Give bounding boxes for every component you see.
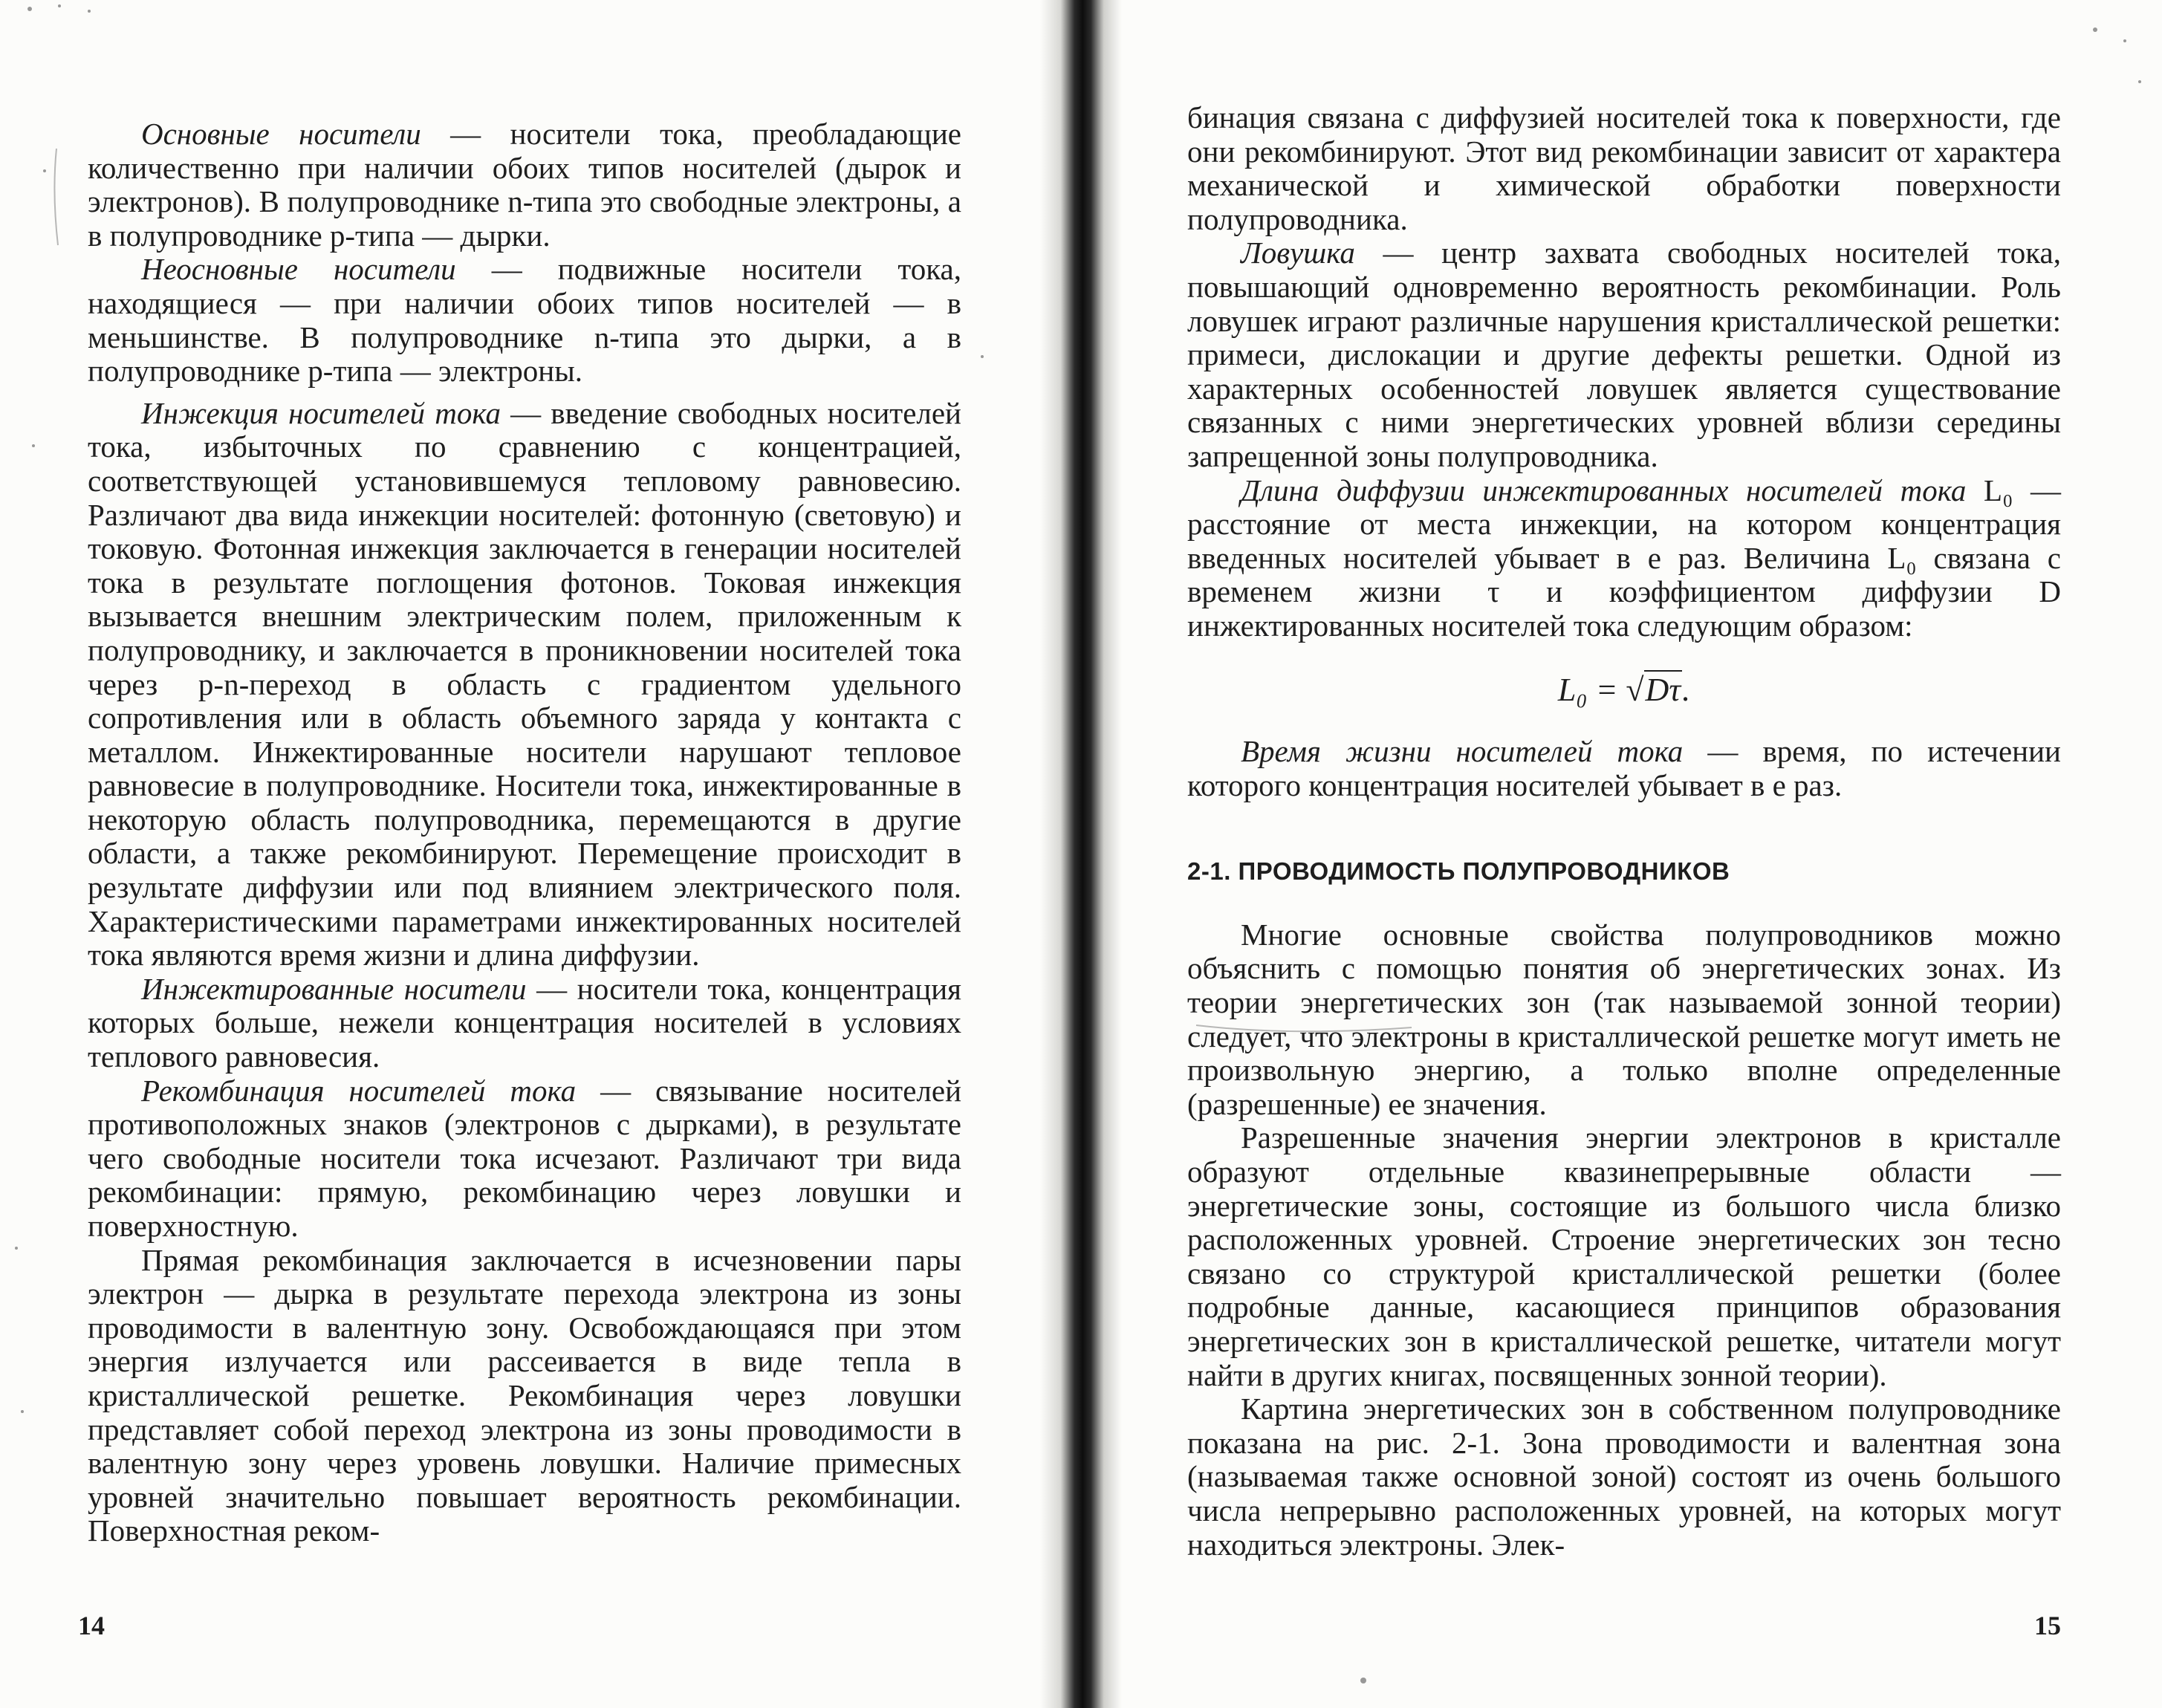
paragraph-direct-recombination [88, 1244, 961, 1548]
term: Инжекция носителей тока [141, 395, 501, 430]
paragraph-injection [88, 397, 961, 972]
paragraph-section-2: Разрешенные значения энергии электронов в кристалле образуют отдельные квазинепрерывные области — энергетические зоны, состоящие из большого числа близко расположенных уровней. Строение энергетических зон тесно связано со структурой кристаллической решетки (более подробные данные, касающиеся принципов образования энергетических зон в кристаллической решетке, читатели могут найти в других книгах, посвященных зонной теории). [1187, 1120, 2061, 1392]
paragraph-section-1: Многие основные свойства полупроводников можно объяснить с помощью понятия об энергетических зонах. Из теории энергетических зон (так называемой зонной теории) следует, что электроны в кристаллической решетке могут иметь не произвольную энергию, а только вполне определенные (разрешенные) ее значения. [1187, 917, 2061, 1121]
paragraph-main-carriers [88, 117, 961, 253]
definition: — время, по истечении которого концентрация носителей убывает в e раз. [1187, 734, 2061, 802]
paragraph-trap [1187, 236, 2061, 473]
term: Основные носители [141, 117, 421, 151]
paragraph-injected-carriers [88, 972, 961, 1074]
paragraph-diffusion-length [1187, 474, 2061, 643]
paragraph-minority-carriers [88, 253, 961, 388]
paragraph-recombination [88, 1074, 961, 1244]
diffusion-length-formula: L₀ = √Dτ. [1557, 671, 1691, 708]
formula-radicand: Dτ [1645, 671, 1681, 708]
definition: — подвижные носители тока, находящиеся — при наличии обоих типов носителей — в меньшинстве. В полупроводнике n-типа это дырки, а в полупроводнике p-типа — электроны. [88, 252, 961, 389]
definition: — носители тока, концентрация которых больше, нежели концентрация носителей в условиях теплового равновесия. [88, 971, 961, 1074]
term: Длина диффузии инжектированных носителей тока [1241, 473, 1967, 507]
paragraph-lifetime [1187, 735, 2061, 802]
term: Неосновные носители [141, 252, 456, 287]
definition: — введение свободных носителей тока, избыточных по сравнению с концентрацией, соответствующей установившемуся тепловому равновесию. Различают два вида инжекции носителей: фотонную (световую) и токовую. Фотонная инжекция заключается в генерации носителей тока в результате поглощения фотонов. Токовая инжекция вызывается внешним электрическим полем, приложенным к полупроводнику, и заключается в проникновении носителей тока через p-n-переход в область с градиентом удельного сопротивления или в область объемного заряда у контакта с металлом. Инжектированные носители нарушают тепловое равновесие в полупроводнике. Носители тока, инжектированные в некоторую область полупроводника, перемещаются в другие области, а также рекомбинируют. Перемещение происходит в результате диффузии или под влиянием электрического поля. Характеристическими параметрами инжектированных носителей тока являются время жизни и длина диффузии. [88, 395, 961, 972]
page-number-left: 14 [78, 1611, 105, 1640]
formula-end: . [1682, 671, 1691, 708]
definition: Прямая рекомбинация заключается в исчезновении пары электрон — дырка в результате перехода электрона из зоны проводимости в валентную зону. Освобождающаяся при этом энергия излучается или рассеивается в виде тепла в кристаллической решетке. Рекомбинация через ловушки представляет собой переход электрона из зоны проводимости в валентную зону через уровень ловушки. Наличие примесных уровней значительно повышает вероятность рекомбинации. Поверхностная реком- [88, 1242, 961, 1548]
book-spine-gutter [1040, 0, 1122, 1708]
definition: — центр захвата свободных носителей тока, повышающий одновременно вероятность рекомбинации. Роль ловушек играют различные нарушения кристаллической решетки: примеси, дислокации и другие дефекты решетки. Одной из характерных особенностей ловушек является существование связанных с ними энергетических уровней вблизи середины запрещенной зоны полупроводника. [1187, 236, 2061, 473]
right-page-text [1187, 101, 2061, 1562]
definition: L₀ — расстояние от места инжекции, на котором концентрация введенных носителей убывает в e раз. Величина L₀ связана с временем жизни τ и коэффициентом диффузии D инжектированных носителей тока следующим образом: [1187, 473, 2062, 643]
term: Рекомбинация носителей тока [141, 1073, 577, 1108]
term: Время жизни носителей тока [1241, 734, 1684, 769]
left-page-text [88, 117, 961, 1548]
paragraph-continuation: бинация связана с диффузией носителей тока к поверхности, где они рекомбинируют. Этот вид рекомбинации зависит от характера механической и химической обработки поверхности полупроводника. [1187, 100, 2061, 236]
term: Инжектированные носители [141, 971, 527, 1006]
paragraph-section-3: Картина энергетических зон в собственном полупроводнике показана на рис. 2-1. Зона проводимости и валентная зона (называемая также основной зоной) состоят из очень большого числа непрерывно расположенных уровней, на которых могут находиться электроны. Элек- [1187, 1392, 2061, 1562]
term: Ловушка [1241, 236, 1355, 270]
section-heading: 2-1. ПРОВОДИМОСТЬ ПОЛУПРОВОДНИКОВ [1187, 857, 1730, 886]
formula-lhs: L₀ = [1557, 671, 1626, 708]
page-number-right: 15 [2034, 1611, 2061, 1640]
definition: — носители тока, преобладающие количественно при наличии обоих типов носителей (дырок и электронов). В полупроводнике n-типа это свободные электроны, а в полупроводнике p-типа — дырки. [88, 117, 962, 253]
definition: — связывание носителей противоположных знаков (электронов с дырками), в результате чего свободные носители тока исчезают. Различают три вида рекомбинации: прямую, рекомбинацию через ловушки и поверхностную. [88, 1073, 962, 1243]
